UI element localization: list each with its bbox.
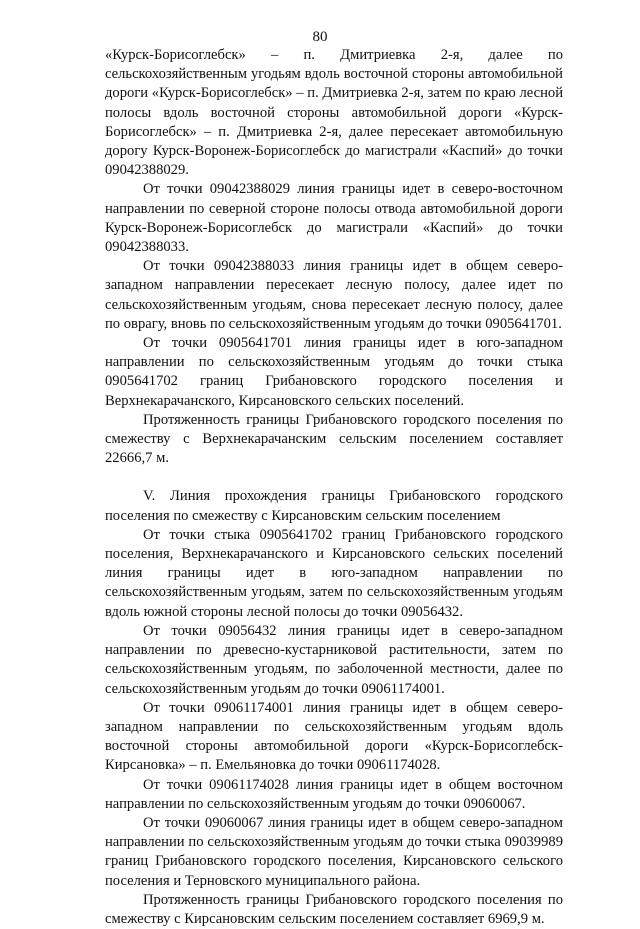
paragraph: От точки 09042388029 линия границы идет в северо-восточном направлении по северной стороне полосы отвода автомобильной дороги Курск-Воронеж-Борисоглебск до магистрали «Каспий» до точки 09042388033. (105, 181, 563, 256)
paragraph: От точки 09056432 линия границы идет в северо-западном направлении по древесно-кустарниковой растительности, затем по сельскохозяйственным угодьям, по заболоченной местности, далее по сельскохозяйственным угодьям до точки 09061174001. (105, 622, 563, 697)
paragraph: От точки стыка 0905641702 границ Грибановского городского поселения, Верхнекарачанского и Кирсановского сельских поселений линия границы идет в юго-западном направлении по сельскохозяйственным угодьям, затем по сельскохозяйственным угодьям вдоль южной стороны лесной полосы до точки 09056432. (105, 526, 563, 620)
paragraph: От точки 09061174028 линия границы идет в общем восточном направлении по сельскохозяйственным угодьям до точки 09060067. (105, 776, 563, 812)
paragraph: От точки 09060067 линия границы идет в общем северо-западном направлении по сельскохозяйственным угодьям до точки стыка 09039989 границ Грибановского городского поселения, Кирсановского сельского поселения и Терновского муниципального района. (105, 814, 563, 889)
paragraph: Протяженность границы Грибановского городского поселения по смежеству с Верхнекарачанским сельским поселением составляет 22666,7 м. (105, 411, 563, 467)
document-body (105, 46, 563, 929)
paragraph: Протяженность границы Грибановского городского поселения по смежеству с Кирсановским сельским поселением составляет 6969,9 м. (105, 891, 563, 927)
paragraph: От точки 09042388033 линия границы идет в общем северо-западном направлении пересекает лесную полосу, далее идет по сельскохозяйственным угодьям, снова пересекает лесную полосу, далее по оврагу, вновь по сельскохозяйственным угодьям до точки 0905641701. (105, 258, 563, 332)
section-heading: V. Линия прохождения границы Грибановского городского поселения по смежеству с Кирсановским сельским поселением (105, 488, 563, 524)
paragraph-continuation: «Курск-Борисоглебск» – п. Дмитриевка 2-я, далее по сельскохозяйственным угодьям вдоль восточной стороны автомобильной дороги «Курск-Борисоглебск» – п. Дмитриевка 2-я, затем по краю лесной полосы вдоль восточной стороны автомобильной дороги «Курск-Борисоглебск» – п. Дмитриевка 2-я, далее пересекает автомобильную дорогу Курск-Воронеж-Борисоглебск до магистрали «Каспий» до точки 09042388029. (105, 47, 563, 179)
paragraph: От точки 09061174001 линия границы идет в общем северо-западном направлении по сельскохозяйственным угодьям вдоль восточной стороны автомобильной дороги «Курск-Борисоглебск-Кирсановка» – п. Емельяновка до точки 09061174028. (105, 699, 563, 774)
page-number: 80 (312, 29, 328, 45)
paragraph: От точки 0905641701 линия границы идет в юго-западном направлении по сельскохозяйственным угодьям до точки стыка 0905641702 границ Грибановского городского поселения и Верхнекарачанского, Кирсановского сельских поселений. (105, 335, 563, 409)
